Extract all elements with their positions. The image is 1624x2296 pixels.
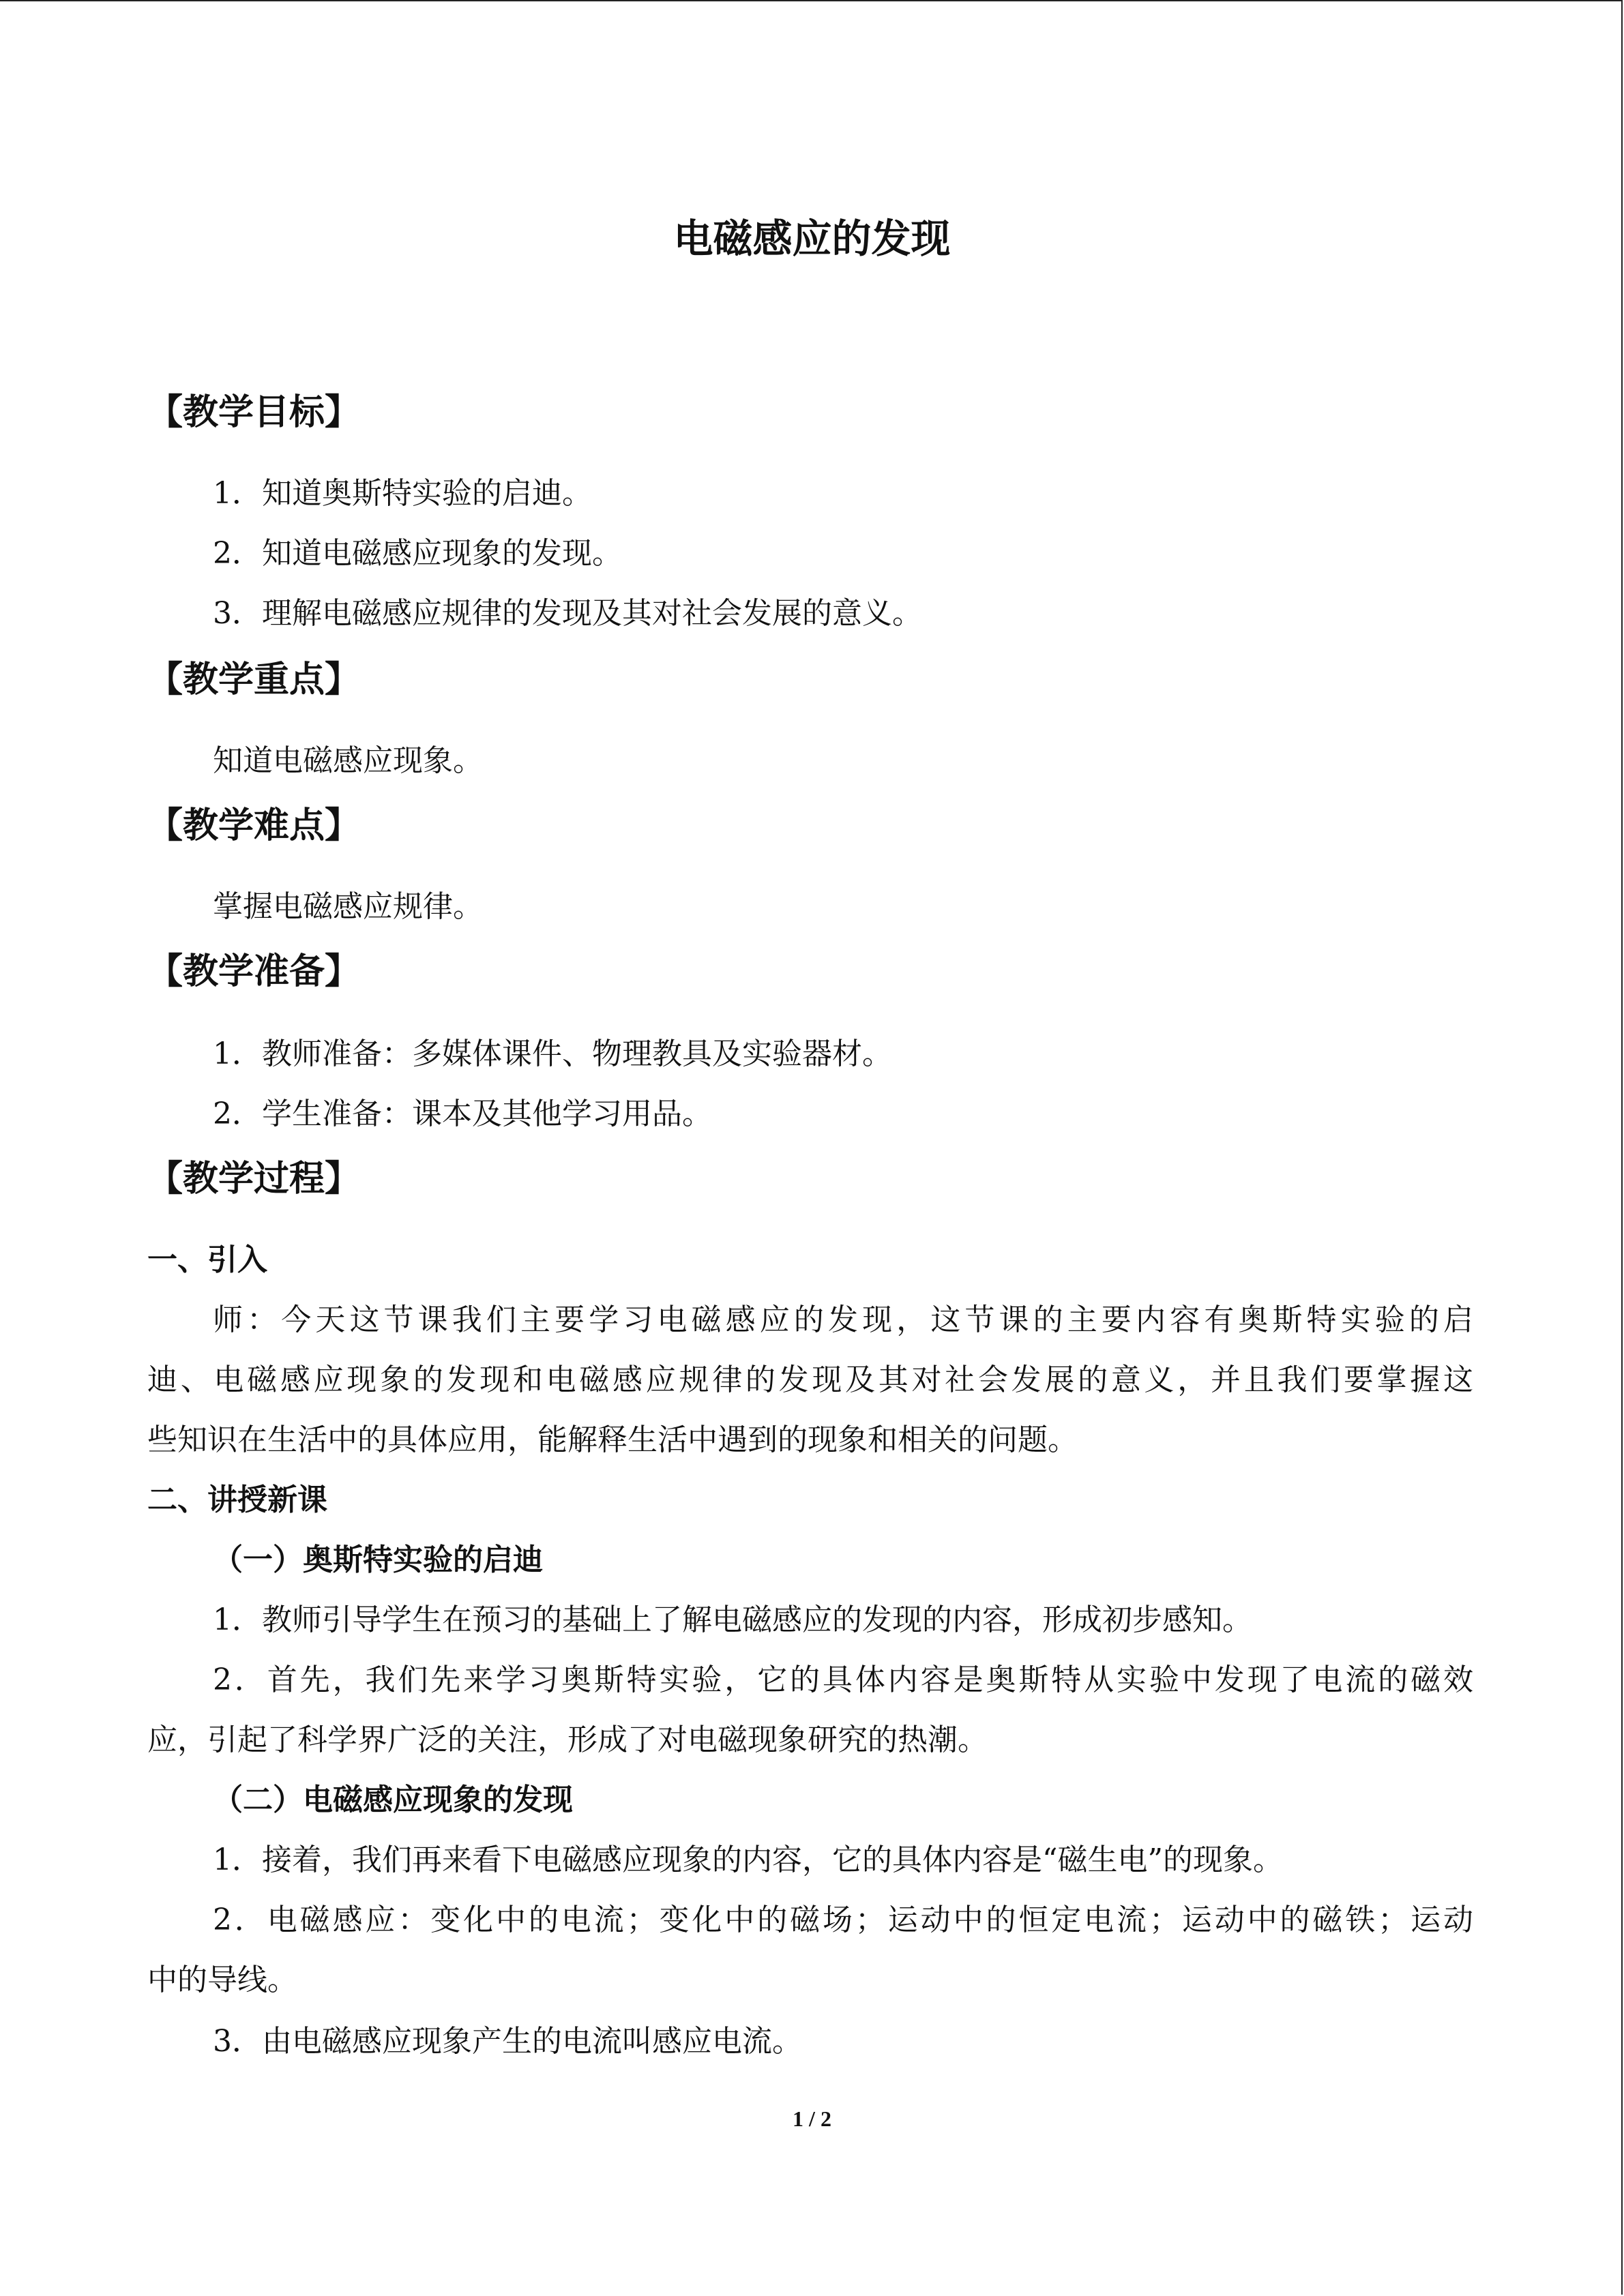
heading-key-points: 【教学重点】: [147, 659, 361, 700]
part1-item-1: 1．教师引导学生在预习的基础上了解电磁感应的发现的内容，形成初步感知。: [213, 1602, 1252, 1637]
objective-item-2: 2．知道电磁感应现象的发现。: [213, 536, 622, 571]
part2-item-2-line-2: 中的导线。: [147, 1963, 297, 1997]
part2-item-1: 1．接着，我们再来看下电磁感应现象的内容，它的具体内容是“磁生电”的现象。: [213, 1843, 1283, 1877]
heading-process: 【教学过程】: [147, 1159, 361, 1199]
preparation-item-2: 2．学生准备：课本及其他学习用品。: [213, 1097, 712, 1131]
intro-line-3: 些知识在生活中的具体应用，能解释生活中遇到的现象和相关的问题。: [147, 1422, 1078, 1457]
page-number: 1 / 2: [793, 2106, 831, 2131]
part1-item-2-line-2: 应，引起了科学界广泛的关注，形成了对电磁现象研究的热潮。: [147, 1723, 988, 1757]
objective-item-3: 3．理解电磁感应规律的发现及其对社会发展的意义。: [213, 596, 922, 631]
preparation-item-1: 1．教师准备：多媒体课件、物理教具及实验器材。: [213, 1037, 892, 1071]
intro-heading: 一、引入: [147, 1242, 267, 1277]
part2-heading: （二）电磁感应现象的发现: [213, 1783, 573, 1817]
objective-item-1: 1．知道奥斯特实验的启迪。: [213, 476, 592, 511]
part1-heading: （一）奥斯特实验的启迪: [213, 1542, 543, 1577]
heading-objectives: 【教学目标】: [147, 392, 361, 433]
part1-item-2-line-1: 2．首先，我们先来学习奥斯特实验，它的具体内容是奥斯特从实验中发现了电流的磁效: [213, 1663, 1473, 1697]
intro-line-1: 师：今天这节课我们主要学习电磁感应的发现，这节课的主要内容有奥斯特实验的启: [213, 1302, 1473, 1337]
part2-item-3: 3．由电磁感应现象产生的电流叫感应电流。: [213, 2024, 802, 2059]
part2-item-2-line-1: 2．电磁感应：变化中的电流；变化中的磁场；运动中的恒定电流；运动中的磁铁；运动: [213, 1903, 1473, 1937]
heading-difficulties: 【教学难点】: [147, 805, 361, 846]
new-lesson-heading: 二、讲授新课: [147, 1482, 327, 1517]
difficulties-text: 掌握电磁感应规律。: [213, 889, 483, 924]
intro-line-2: 迪、电磁感应现象的发现和电磁感应规律的发现及其对社会发展的意义，并且我们要掌握这: [147, 1362, 1473, 1397]
key-points-text: 知道电磁感应现象。: [213, 743, 483, 778]
document-title: 电磁感应的发现: [673, 215, 951, 262]
heading-preparation: 【教学准备】: [147, 951, 361, 992]
